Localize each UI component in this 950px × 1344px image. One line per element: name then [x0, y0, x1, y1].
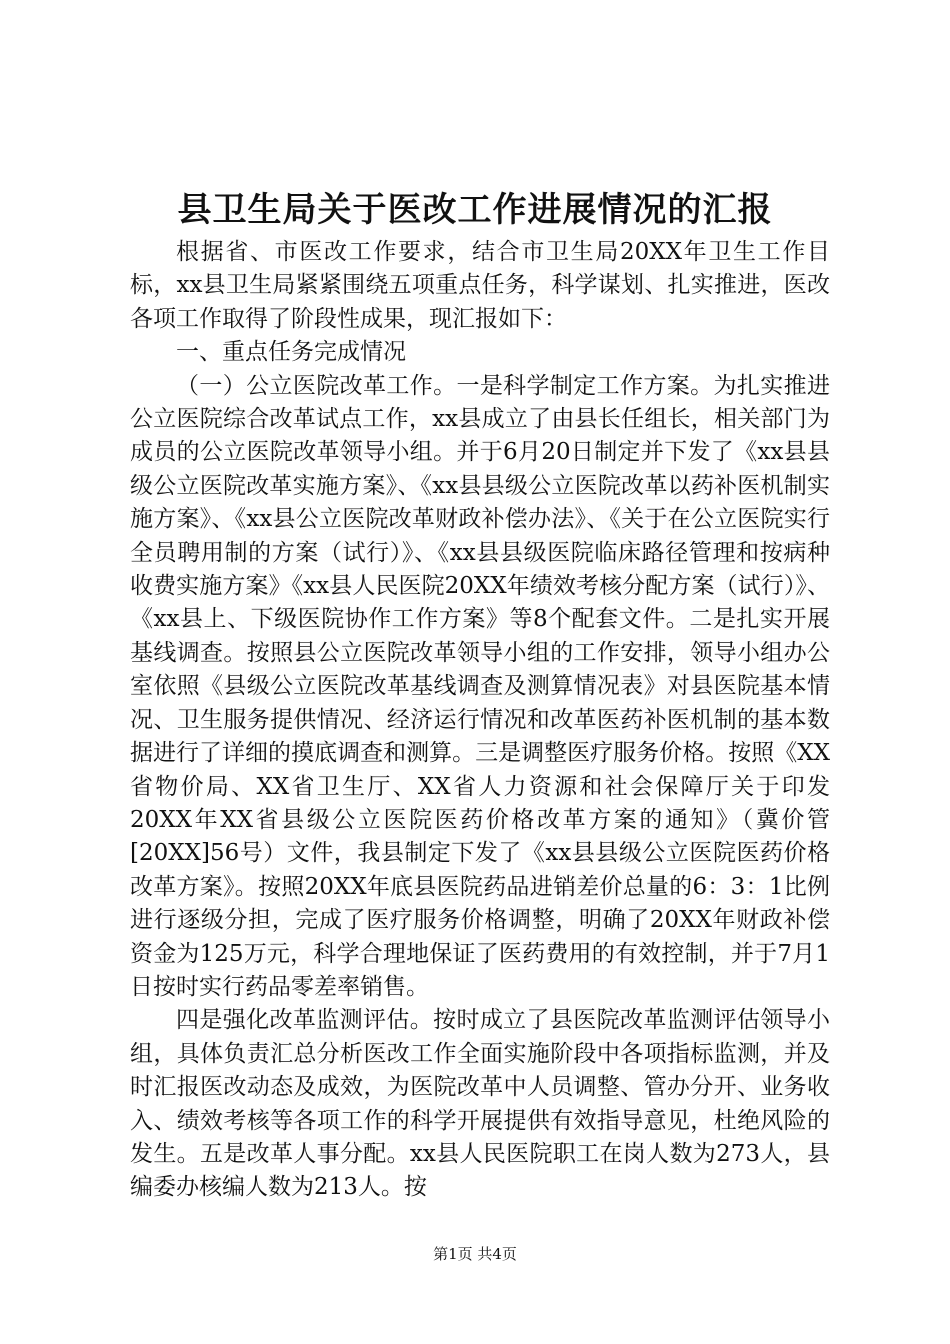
paragraph-hospital-reform: （一）公立医院改革工作。一是科学制定工作方案。为扎实推进公立医院综合改革试点工作，xx县成立了由县长任组长，相关部门为成员的公立医院改革领导小组。并于6月20日制定并下发了《xx县县级公立医院改革实施方案》、《xx县县级公立医院改革以药补医机制实施方案》、《xx县公立医院改革财政补偿办法》、《关于在公立医院实行全员聘用制的方案（试行）》、《xx县县级医院临床路径管理和按病种收费实施方案》《xx县人民医院20XX年绩效考核分配方案（试行）》、《xx县上、下级医院协作工作方案》等8个配套文件。二是扎实开展基线调查。按照县公立医院改革领导小组的工作安排，领导小组办公室依照《县级公立医院改革基线调查及测算情况表》对县医院基本情况、卫生服务提供情况、经济运行情况和改革医药补医机制的基本数据进行了详细的摸底调查和测算。三是调整医疗服务价格。按照《XX省物价局、XX省卫生厅、XX省人力资源和社会保障厅关于印发20XX年XX省县级公立医院医药价格改革方案的通知》（冀价管[20XX]56号）文件，我县制定下发了《xx县县级公立医院医药价格改革方案》。按照20XX年底县医院药品进销差价总量的6：3：1比例进行逐级分担，完成了医疗服务价格调整，明确了20XX年财政补偿资金为125万元，科学合理地保证了医药费用的有效控制，并于7月1日按时实行药品零差率销售。: [130, 372, 830, 1000]
paragraph-monitoring: 四是强化改革监测评估。按时成立了县医院改革监测评估领导小组，具体负责汇总分析医改工作全面实施阶段中各项指标监测，并及时汇报医改动态及成效，为医院改革中人员调整、管办分开、业务收入、绩效考核等各项工作的科学开展提供有效指导意见，杜绝风险的发生。五是改革人事分配。xx县人民医院职工在岗人数为273人，县编委办核编人数为213人。按: [130, 1007, 830, 1201]
document-title: 县卫生局关于医改工作进展情况的汇报: [177, 190, 773, 230]
section-heading: 一、重点任务完成情况: [176, 339, 406, 366]
paragraph-intro: 根据省、市医改工作要求，结合市卫生局20XX年卫生工作目标，xx县卫生局紧紧围绕五项重点任务，科学谋划、扎实推进，医改各项工作取得了阶段性成果，现汇报如下：: [130, 239, 830, 332]
page-number-footer: 第1页 共4页: [433, 1245, 517, 1263]
document-body: [130, 236, 830, 1205]
